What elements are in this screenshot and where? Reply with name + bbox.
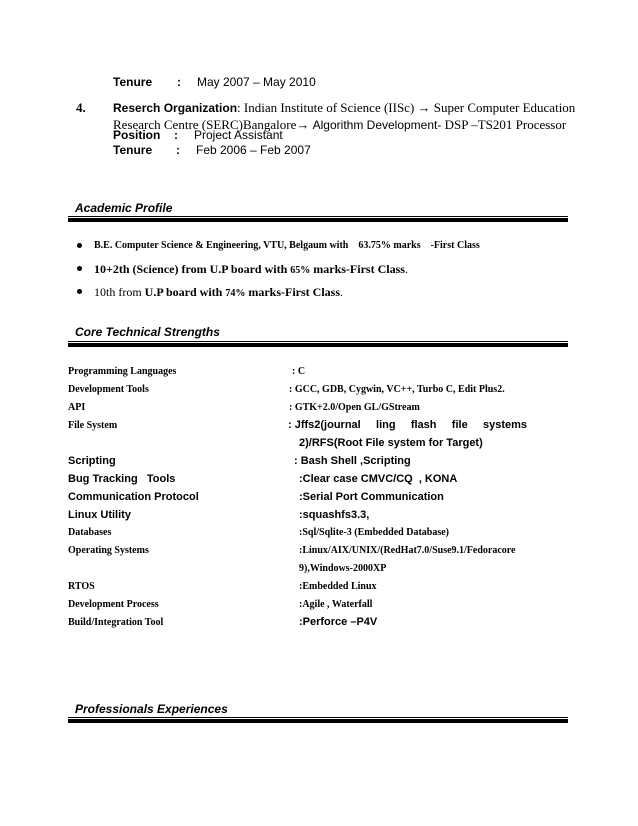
experience-rule-thick [68,719,568,723]
skill-value-comm-protocol: :Serial Port Communication [299,491,444,503]
position-label: Position [113,128,161,142]
bullet-icon [77,289,82,294]
academic-profile-heading: Academic Profile [75,201,173,215]
org-label: Reserch Organization [113,101,238,115]
academic-rule-thin [68,216,568,217]
core-rule-thick [68,343,568,347]
tenure-label: Tenure [113,75,153,89]
bullet-icon [77,243,82,248]
core-strengths-heading: Core Technical Strengths [75,325,220,339]
experience-heading: Professionals Experiences [75,702,228,716]
skill-value-programming: : C [292,366,306,377]
skill-label-dev-tools: Development Tools [68,384,149,395]
skill-value-linux-utility: :squashfs3.3, [299,509,370,521]
academic-rule-thick [68,218,568,222]
tenure2-value: Feb 2006 – Feb 2007 [196,143,311,157]
tenure-colon: : [177,75,181,89]
org-line-1-text: : Indian Institute of Science (IISc) → Super Computer Education [237,100,576,115]
tenure2-label: Tenure [113,143,153,157]
skill-label-file-system: File System [68,420,118,431]
skill-value-file-system: : Jffs2(journal ling flash file systems [288,419,528,431]
skill-value-dev-process: :Agile , Waterfall [299,599,373,610]
tenure-value: May 2007 – May 2010 [197,75,316,89]
skill-label-dev-process: Development Process [68,599,159,610]
skill-value-rtos: :Embedded Linux [299,581,377,592]
skill-value-api: : GTK+2.0/Open GL/GStream [289,402,420,413]
org-line-2b: Algorithm Development- [312,118,442,132]
skill-value-bug-tracking: :Clear case CMVC/CQ , KONA [299,473,458,485]
skill-label-os: Operating Systems [68,545,149,556]
skill-label-scripting: Scripting [68,455,116,467]
experience-rule-thin [68,717,568,718]
position-value: Project Assistant [194,128,283,142]
org-line-2c: DSP –TS201 Processor [444,117,567,132]
skill-value-os-cont: 9),Windows-2000XP [299,563,387,574]
academic-item-10th: 10th from U.P board with 74% marks-First Class. [94,285,344,299]
bullet-icon [77,266,82,271]
academic-item-12th: 10+2th (Science) from U.P board with 65% marks-First Class. [94,262,408,276]
org-number: 4. [76,100,86,115]
skill-label-comm-protocol: Communication Protocol [68,491,199,503]
skill-label-bug-tracking: Bug Tracking Tools [68,473,176,485]
skill-value-os: :Linux/AIX/UNIX/(RedHat7.0/Suse9.1/Fedoracore [299,545,516,556]
skill-label-programming: Programming Languages [68,366,177,377]
skill-value-dev-tools: : GCC, GDB, Cygwin, VC++, Turbo C, Edit Plus2. [289,384,505,395]
skill-label-databases: Databases [68,527,112,538]
academic-item-be: B.E. Computer Science & Engineering, VTU, Belgaum with 63.75% marks -First Class [94,240,480,251]
skill-label-rtos: RTOS [68,581,95,592]
skill-label-api: API [68,402,86,413]
skill-label-build-tool: Build/Integration Tool [68,617,164,628]
org-line-1 [113,100,575,116]
tenure2-colon: : [176,143,180,157]
skill-value-build-tool: :Perforce –P4V [299,616,378,628]
org-line-2a: Research Centre (SERC)Bangalore→ [113,117,310,132]
skill-value-scripting: : Bash Shell ,Scripting [294,455,411,467]
skill-value-databases: :Sql/Sqlite-3 (Embedded Database) [299,527,450,538]
skill-value-file-system-cont: 2)/RFS(Root File system for Target) [299,437,483,449]
org-line-2 [113,117,566,133]
skill-label-linux-utility: Linux Utility [68,509,131,521]
core-rule-thin [68,341,568,342]
position-colon: : [174,128,178,142]
